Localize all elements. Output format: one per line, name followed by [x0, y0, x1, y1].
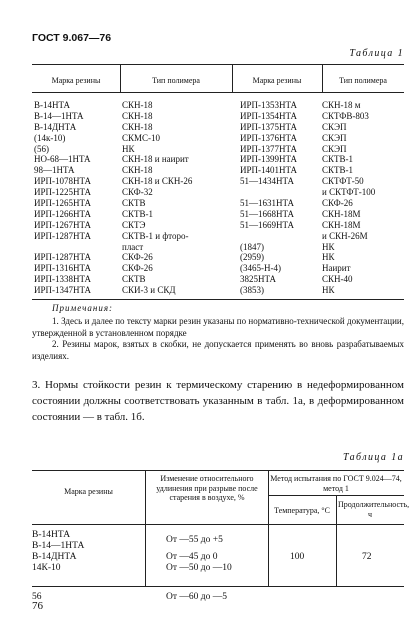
col-header-polymer: Тип полимера [339, 76, 387, 85]
table-cell: СКН-18 [122, 100, 153, 110]
table-cell: ИРП-1225НТА [34, 187, 92, 198]
table-row-brands: В-14НТА В-14—1НТА [32, 530, 85, 551]
table-cell: пласт [122, 241, 144, 252]
table-cell: СКФ-32 [122, 187, 153, 198]
table-cell: В-14—1НТА [34, 110, 84, 121]
table-cell: и СКН-26М [322, 230, 368, 241]
table-cell: ИРП-1265НТА [34, 198, 92, 209]
table-cell: ИРП-1401НТА [240, 165, 298, 176]
column-divider [145, 470, 146, 586]
table-cell: НК [322, 285, 335, 296]
polymer-column-left [122, 101, 192, 297]
table-cell: СКН-18 [122, 110, 153, 121]
table-cell: (56) [34, 143, 49, 154]
table-cell: СКТВ [122, 198, 146, 209]
table-cell: ИРП-1377НТА [240, 143, 298, 154]
table-cell: СКТВ [122, 274, 146, 285]
table-cell: ИРП-1266НТА [34, 208, 92, 219]
table-cell: (3853) [240, 285, 264, 296]
table-cell: СКЭП [322, 132, 347, 143]
table-cell [240, 232, 297, 243]
polymer-column-right [322, 101, 375, 297]
table-cell: ИРП-1376НТА [240, 132, 298, 143]
table-cell: ИРП-1347НТА [34, 285, 92, 296]
table-1a-bottom-rule [32, 586, 404, 587]
table-cell: СКН-18М [322, 219, 361, 230]
col-header-brand: Марка резины [64, 487, 113, 496]
table-cell: ИРП-1316НТА [34, 263, 92, 274]
table-header-rule [32, 92, 404, 93]
col-header-polymer: Тип полимера [152, 76, 200, 85]
column-divider [268, 470, 269, 586]
table-cell: Наирит [322, 263, 351, 274]
table-cell: НК [122, 143, 135, 154]
table-row-change: От —60 до —5 [166, 592, 227, 602]
section-paragraph: 3. Нормы стойкости резин к термическому старению в недеформированном состоянии должны соответствовать указанным в табл. 1а, в деформированном состоянии — в табл. 1б. [32, 379, 404, 423]
table-cell: СКТВ-1 [322, 165, 354, 176]
table-cell: СКТФВ-803 [322, 110, 369, 121]
table-cell: В-14ДНТА [34, 121, 77, 132]
table-cell: ИРП-1267НТА [34, 219, 92, 230]
brand-column-left [34, 101, 91, 297]
note-1: 1. Здесь и далее по тексту марки резин указаны по нормативно-технической документации, утвержденной в установленном порядке [32, 316, 404, 338]
col-header-temperature: Температура, °С [274, 506, 330, 515]
table-cell: ИРП-1078НТА [34, 176, 92, 187]
test-duration-value: 72 [362, 552, 372, 562]
page-number: 76 [32, 600, 43, 612]
table-cell: (14к-10) [34, 132, 66, 143]
document-header: ГОСТ 9.067—76 [32, 32, 112, 44]
table-cell: СКТФТ-50 [322, 176, 364, 187]
table-cell: 51—1631НТА [240, 198, 295, 209]
table-1-caption: Таблица 1 [349, 48, 404, 59]
brand-column-right [240, 101, 297, 297]
table-cell: СКН-18М [322, 208, 361, 219]
table-cell: 51—1434НТА [240, 176, 295, 187]
table-cell: СКН-18 м [322, 100, 361, 110]
table-cell: ИРП-1354НТА [240, 110, 298, 121]
table-cell: СКФ-26 [122, 263, 153, 274]
table-cell: СКФ-26 [322, 198, 353, 209]
table-row-brands: 56 [32, 592, 42, 602]
table-cell: СКЭП [322, 121, 347, 132]
table-cell: ИРП-1399НТА [240, 154, 298, 165]
table-cell: НК [322, 252, 335, 263]
table-cell: СКН-18 [122, 165, 153, 176]
table-bottom-rule [32, 299, 404, 300]
table-row-brands: В-14ДНТА 14К-10 [32, 552, 77, 573]
table-cell: СКТВ-1 и фторо- [122, 230, 189, 241]
table-cell: СКФ-26 [122, 252, 153, 263]
table-1a-header-rule [32, 524, 404, 525]
table-row-change: От —55 до +5 [166, 535, 223, 545]
table-cell: (3465-Н-4) [240, 263, 281, 274]
table-cell: НК [322, 241, 335, 252]
table-cell: 51—1669НТА [240, 219, 295, 230]
table-cell: ИРП-1287НТА [34, 252, 92, 263]
table-cell: СКН-18 и СКН-26 [122, 176, 193, 187]
table-1a-caption: Таблица 1а [343, 452, 404, 463]
notes-title: Примечания: [52, 303, 114, 313]
col-header-duration: Продолжительность, ч [338, 500, 410, 519]
table-cell: СКТВ-1 [322, 154, 354, 165]
table-top-rule [32, 64, 404, 65]
table-cell: СКЭП [322, 143, 347, 154]
table-cell: В-14НТА [34, 100, 71, 110]
col-header-test-method: Метод испытания по ГОСТ 9.024—74, метод 1 [270, 474, 402, 493]
table-cell: (2959) [240, 252, 264, 263]
table-cell: (1847) [240, 241, 264, 252]
table-row-change: От —45 до 0 От —50 до —10 [166, 552, 232, 573]
table-cell: 98—1НТА [34, 165, 75, 176]
table-cell: СКН-18 [122, 121, 153, 132]
table-cell: ИРП-1353НТА [240, 100, 298, 110]
column-divider [336, 495, 337, 586]
table-cell: СКТВ-1 [122, 208, 154, 219]
col-header-elongation-change: Изменение относительного удлинения при разрыве после старения в воздухе, % [156, 474, 258, 502]
table-cell: СКН-40 [322, 274, 353, 285]
test-temperature-value: 100 [290, 552, 305, 562]
table-cell: СКИ-3 и СКД [122, 285, 176, 296]
col-header-brand: Марка резины [252, 76, 302, 85]
table-cell: НО-68—1НТА [34, 154, 91, 165]
table-1a-top-rule [32, 470, 404, 471]
table-cell: ИРП-1338НТА [34, 274, 92, 285]
table-cell: СКН-18 и наирит [122, 154, 189, 165]
note-2: 2. Резины марок, взятых в скобки, не допускается применять во вновь разрабатываемых изделиях. [32, 339, 404, 361]
table-cell: и СКТФТ-100 [322, 187, 376, 198]
table-cell: ИРП-1375НТА [240, 121, 298, 132]
table-cell: СКМС-10 [122, 132, 161, 143]
col-header-brand: Марка резины [51, 76, 101, 85]
table-cell: СКТЭ [122, 219, 146, 230]
table-cell: 3825НТА [240, 274, 277, 285]
table-cell: 51—1668НТА [240, 208, 295, 219]
table-cell: ИРП-1287НТА [34, 230, 92, 241]
